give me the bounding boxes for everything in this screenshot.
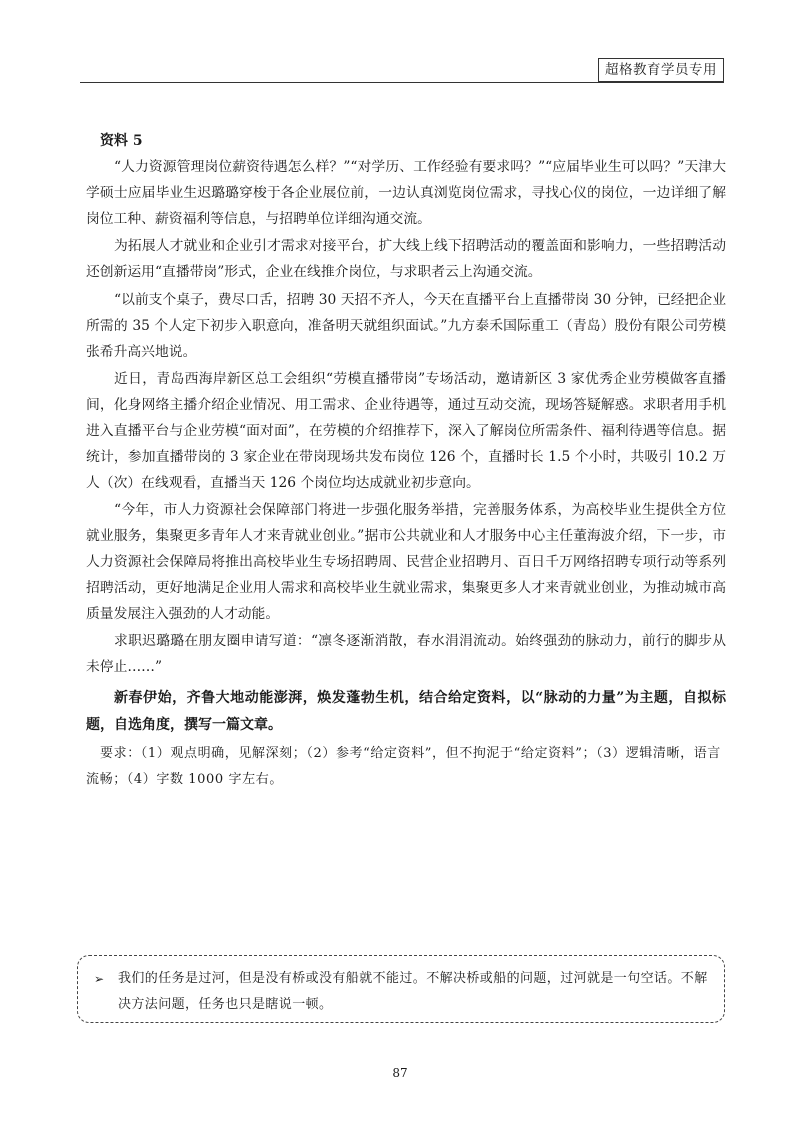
document-body — [86, 130, 726, 793]
header-label: 超格教育学员专用 — [598, 58, 724, 82]
section-title: 资料 5 — [100, 133, 143, 149]
arrow-bullet-icon: ➢ — [94, 972, 105, 986]
note-box — [77, 955, 725, 1023]
paragraph-5: “今年，市人力资源社会保障部门将进一步强化服务举措，完善服务体系，为高校毕业生提供全方位就业服务，集聚更多青年人才来青就业创业。”据市公共就业和人才服务中心主任董海波介绍，下一步，市人力资源社会保障局将推出高校毕业生专场招聘周、民营企业招聘月、百日千万网络招聘专项行动等系列招聘活动，更好地满足企业用人需求和高校毕业生就业需求，集聚更多人才来青就业创业，为推动城市高质量发展注入强劲的人才动能。 — [86, 502, 726, 622]
paragraph-1: “人力资源管理岗位薪资待遇怎么样？”“对学历、工作经验有要求吗？”“应届毕业生可以吗？”天津大学硕士应届毕业生迟璐璐穿梭于各企业展位前，一边认真浏览岗位需求，寻找心仪的岗位，一边详细了解岗位工种、薪资福利等信息，与招聘单位详细沟通交流。 — [86, 159, 726, 227]
paragraph-6: 求职迟璐璐在朋友圈申请写道：“凛冬逐渐消散，春水涓涓流动。始终强劲的脉动力，前行的脚步从未停止……” — [86, 633, 726, 676]
header-divider — [80, 82, 724, 83]
note-text: 我们的任务是过河，但是没有桥或没有船就不能过。不解决桥或船的问题，过河就是一句空话。不解决方法问题，任务也只是瞎说一顿。 — [118, 971, 708, 1012]
essay-requirements: 要求：（1）观点明确，见解深刻；（2）参考“给定资料”，但不拘泥于“给定资料”；（3）逻辑清晰，语言流畅；（4）字数 1000 字左右。 — [86, 745, 721, 787]
paragraph-2: 为拓展人才就业和企业引才需求对接平台，扩大线上线下招聘活动的覆盖面和影响力，一些招聘活动还创新运用“直播带岗”形式，企业在线推介岗位，与求职者云上沟通交流。 — [86, 238, 726, 281]
essay-prompt: 新春伊始，齐鲁大地动能澎湃，焕发蓬勃生机，结合给定资料，以“脉动的力量”为主题，自拟标题，自选角度，撰写一篇文章。 — [86, 689, 726, 733]
page-number: 87 — [392, 1066, 408, 1080]
paragraph-3: “以前支个桌子，费尽口舌，招聘 30 天招不齐人，今天在直播平台上直播带岗 30 分钟，已经把企业所需的 35 个人定下初步入职意向，准备明天就组织面试。”九方泰禾国际重工（青岛）股份有限公司劳模张希升高兴地说。 — [86, 291, 726, 360]
paragraph-4: 近日，青岛西海岸新区总工会组织“劳模直播带岗”专场活动，邀请新区 3 家优秀企业劳模做客直播间，化身网络主播介绍企业情况、用工需求、企业待遇等，通过互动交流，现场答疑解惑。求职者用手机进入直播平台与企业劳模“面对面”，在劳模的介绍推荐下，深入了解岗位所需条件、福利待遇等信息。据统计，参加直播带岗的 3 家企业在带岗现场共发布岗位 126 个，直播时长 1.5 个小时，共吸引 10.2 万人（次）在线观看，直播当天 126 个岗位均达成就业初步意向。 — [86, 371, 726, 491]
